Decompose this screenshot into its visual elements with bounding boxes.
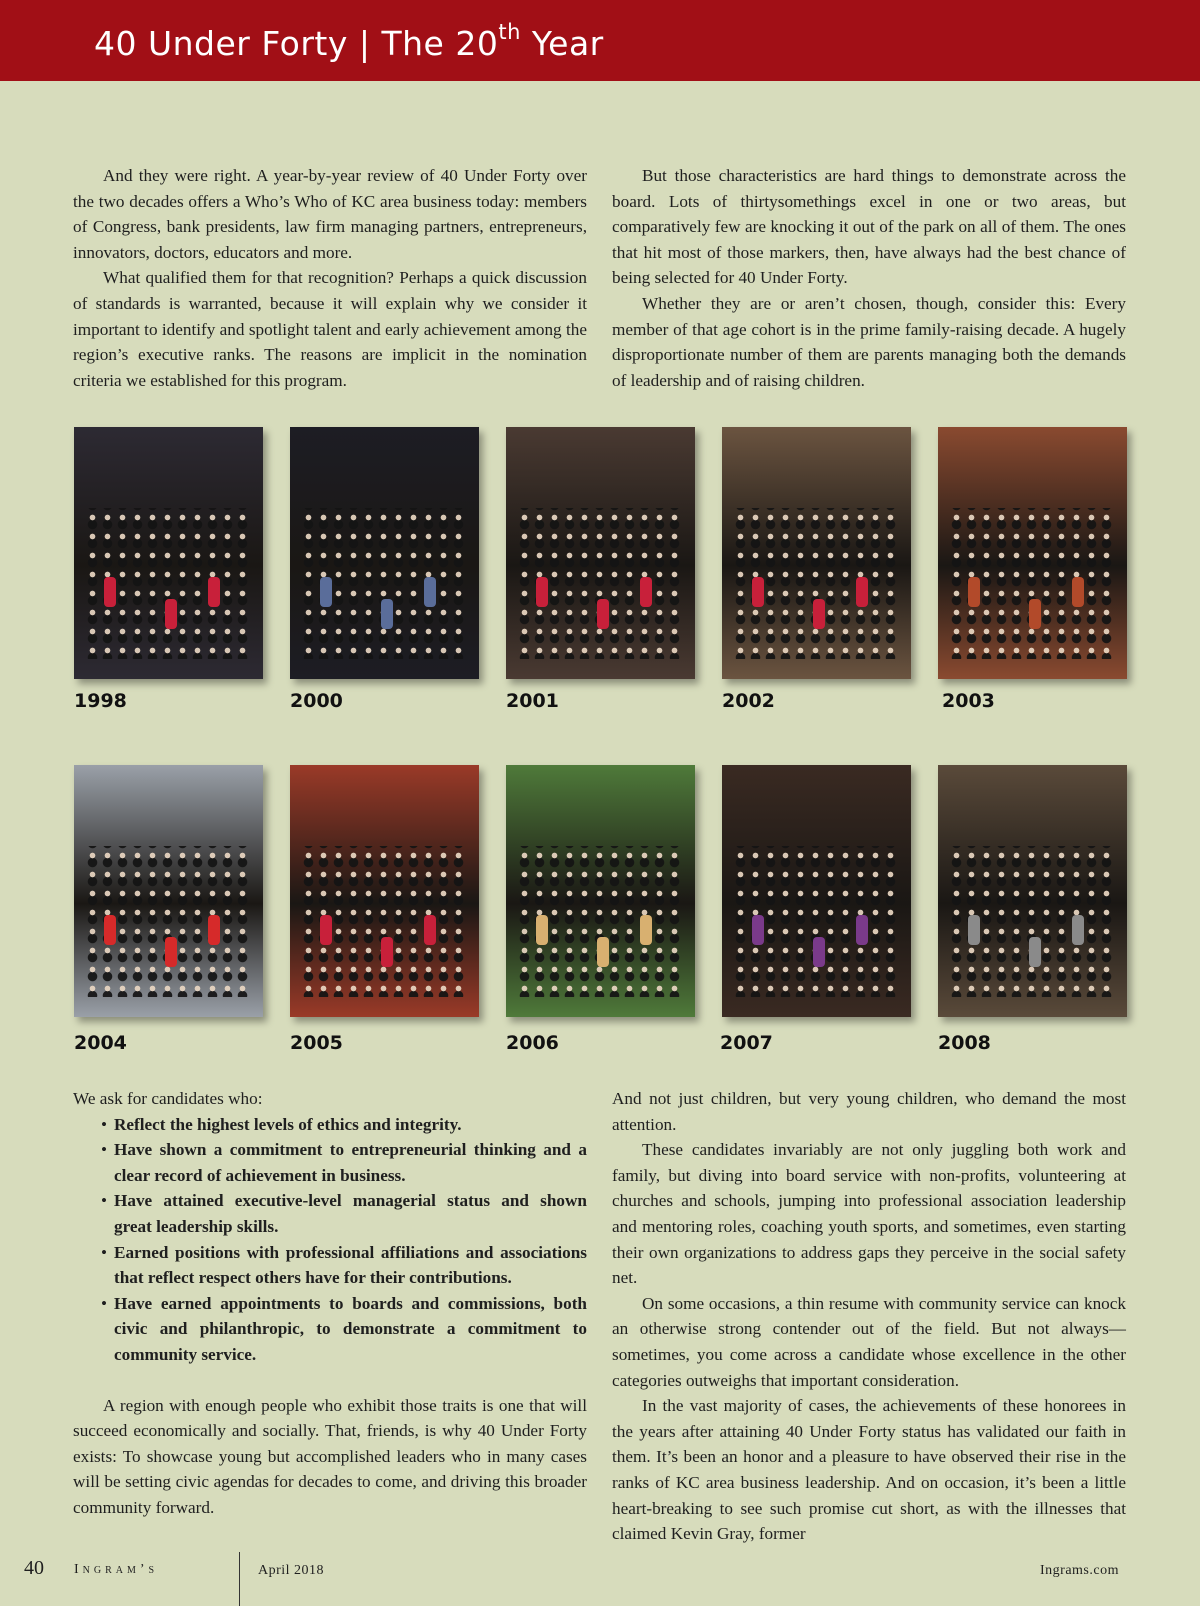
photo-detail — [208, 577, 220, 607]
photo-detail — [381, 937, 393, 967]
top-left-column — [73, 163, 587, 393]
photo-year-label: 2004 — [74, 1032, 127, 1054]
body-paragraph: And not just children, but very young children, who demand the most attention. — [612, 1089, 1126, 1134]
class-photo-2004 — [74, 765, 263, 1017]
body-paragraph: But those characteristics are hard things to demonstrate across the board. Lots of thirtysomethings excel in one or two areas, but comparatively few are knocking it out of the park on all of them. The ones that hit most of those markers, then, have always had the best chance of being selected for 40 Under Forty. — [612, 166, 1126, 288]
top-right-column — [612, 163, 1126, 393]
photo-year-label: 2001 — [506, 690, 559, 712]
criteria-item: • Have attained executive-level managerial status and shown great leadership skills. — [101, 1188, 587, 1239]
photo-detail — [640, 915, 652, 945]
page-number: 40 — [24, 1557, 44, 1579]
photo-year-label: 2000 — [290, 690, 343, 712]
photo-year-label: 2007 — [720, 1032, 773, 1054]
photo-year-label: 2002 — [722, 690, 775, 712]
photo-year-label: 2006 — [506, 1032, 559, 1054]
criteria-list — [101, 1112, 587, 1368]
website-link[interactable]: Ingrams.com — [1040, 1563, 1119, 1578]
class-photo-2001 — [506, 427, 695, 679]
photo-detail — [968, 577, 980, 607]
photo-detail — [640, 577, 652, 607]
body-paragraph: On some occasions, a thin resume with community service can knock an otherwise strong contender out of the field. But not always—sometimes, you come across a candidate whose excellence in the other categories outweighs that important consideration. — [612, 1293, 1126, 1390]
photo-detail — [208, 915, 220, 945]
body-paragraph: In the vast majority of cases, the achievements of these honorees in the years after attaining 40 Under Forty status has validated our faith in them. It’s been an honor and a pleasure to have observed their rise in the ranks of KC area business leadership. And on occasion, it’s been a little heart-breaking to see such promise cut short, as with the illnesses that claimed Kevin Gray, former — [612, 1396, 1126, 1544]
class-photo-2008 — [938, 765, 1127, 1017]
bottom-right-column — [612, 1086, 1126, 1547]
photo-year-label: 1998 — [74, 690, 127, 712]
page-header-title: 40 Under Forty | The 20th Year — [94, 20, 604, 63]
body-paragraph: And they were right. A year-by-year review of 40 Under Forty over the two decades offers a Who’s Who of KC area business today: members of Congress, bank presidents, law firm managing partners, entrepreneurs, innovators, doctors, educators and more. — [73, 166, 587, 262]
photo-detail — [1029, 599, 1041, 629]
class-photo-2000 — [290, 427, 479, 679]
photo-detail — [536, 577, 548, 607]
magazine-name: Ingram’s — [74, 1562, 159, 1577]
photo-detail — [597, 937, 609, 967]
criteria-item: • Have shown a commitment to entrepreneurial thinking and a clear record of achievement in business. — [101, 1137, 587, 1188]
body-paragraph: These candidates invariably are not only juggling both work and family, but diving into board service with non-profits, volunteering at churches and schools, jumping into professional association leadership and mentoring roles, coaching youth sports, and sometimes, even starting their own organizations to address gaps they perceive in the social safety net. — [612, 1140, 1126, 1288]
footer-divider — [239, 1552, 240, 1606]
body-paragraph: Whether they are or aren’t chosen, though, consider this: Every member of that age cohort is in the prime family-raising decade. A hugely disproportionate number of them are parents managing both the demands of leadership and of raising children. — [612, 293, 1126, 390]
photo-detail — [320, 577, 332, 607]
photo-detail — [424, 577, 436, 607]
photo-year-label: 2003 — [942, 690, 995, 712]
photo-detail — [856, 577, 868, 607]
photo-detail — [813, 599, 825, 629]
issue-date: April 2018 — [258, 1563, 325, 1578]
class-photo-2002 — [722, 427, 911, 679]
photo-detail — [752, 577, 764, 607]
criteria-item: • Reflect the highest levels of ethics and integrity. — [101, 1112, 587, 1138]
photo-detail — [165, 599, 177, 629]
photo-detail — [813, 937, 825, 967]
photo-detail — [1072, 577, 1084, 607]
criteria-item: • Earned positions with professional affiliations and associations that reflect respect others have for their contributions. — [101, 1240, 587, 1291]
class-photo-2007 — [722, 765, 911, 1017]
body-paragraph: A region with enough people who exhibit those traits is one that will succeed economically and socially. That, friends, is why 40 Under Forty exists: To showcase young but accomplished leaders who in many cases will be setting civic agendas for decades to come, and driving this broader community forward. — [73, 1395, 587, 1517]
class-photo-2006 — [506, 765, 695, 1017]
criteria-item: • Have earned appointments to boards and commissions, both civic and philanthropic, to demonstrate a commitment to community service. — [101, 1291, 587, 1368]
photo-detail — [1029, 937, 1041, 967]
photo-detail — [320, 915, 332, 945]
photo-year-label: 2008 — [938, 1032, 991, 1054]
class-photo-2003 — [938, 427, 1127, 679]
photo-detail — [381, 599, 393, 629]
photo-detail — [968, 915, 980, 945]
photo-detail — [165, 937, 177, 967]
photo-detail — [1072, 915, 1084, 945]
class-photo-1998 — [74, 427, 263, 679]
page-header-bar — [0, 0, 1200, 81]
photo-detail — [536, 915, 548, 945]
photo-year-label: 2005 — [290, 1032, 343, 1054]
photo-detail — [752, 915, 764, 945]
class-photo-2005 — [290, 765, 479, 1017]
photo-detail — [424, 915, 436, 945]
bottom-left-column — [73, 1086, 587, 1521]
photo-detail — [104, 915, 116, 945]
body-paragraph: What qualified them for that recognition? Perhaps a quick discussion of standards is warranted, because it will explain why we consider it important to identify and spotlight talent and early achievement among the region’s executive ranks. The reasons are implicit in the nomination criteria we established for this program. — [73, 268, 587, 390]
photo-detail — [597, 599, 609, 629]
photo-detail — [856, 915, 868, 945]
criteria-intro: We ask for candidates who: — [73, 1089, 263, 1108]
photo-detail — [104, 577, 116, 607]
